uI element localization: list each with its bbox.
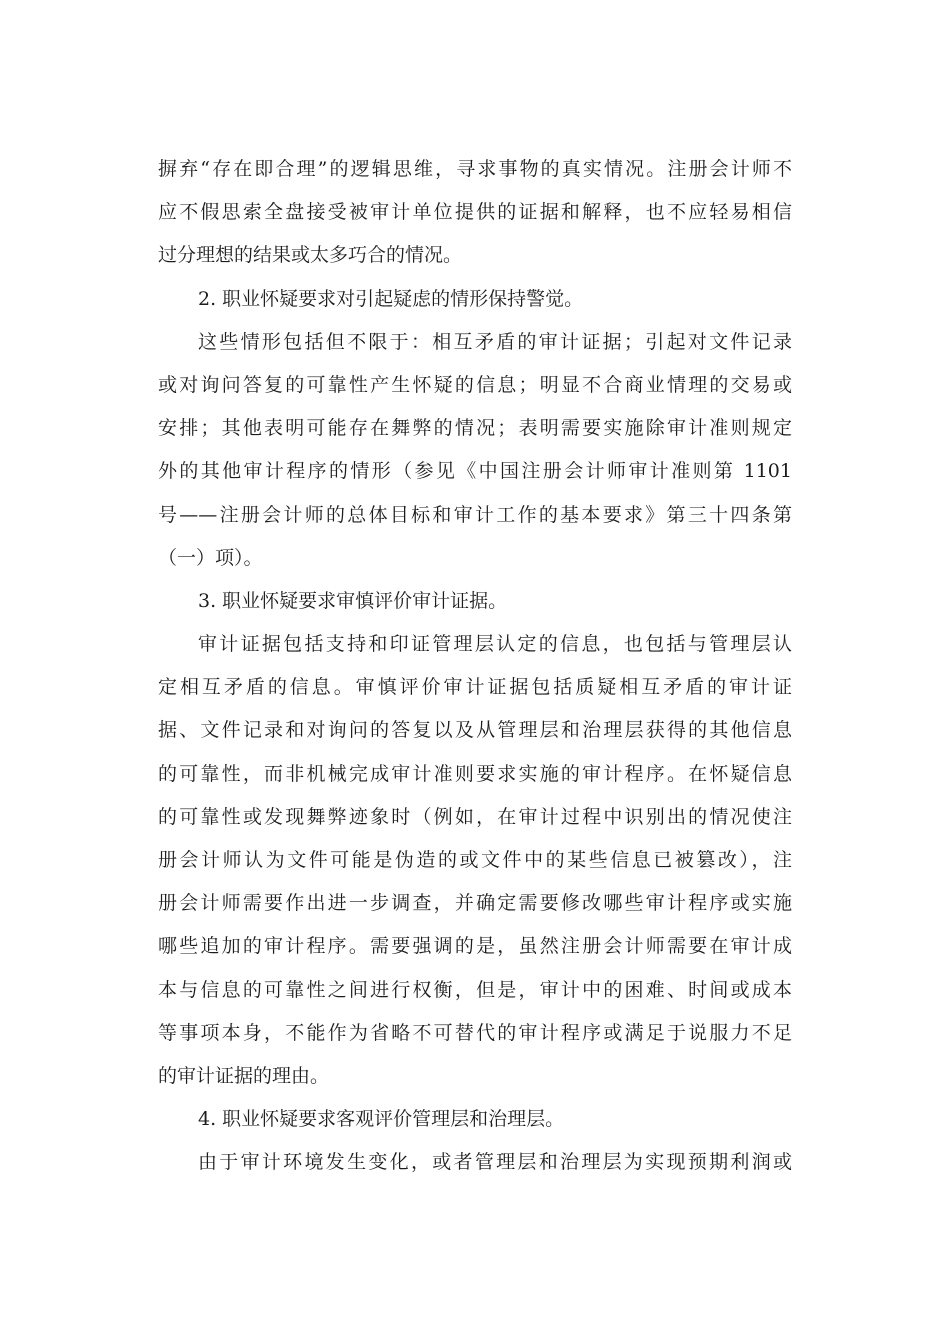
text-line: 定相互矛盾的信息。审慎评价审计证据包括质疑相互矛盾的审计证	[158, 676, 792, 699]
text-line: 2. 职业怀疑要求对引起疑虑的情形保持警觉。	[198, 287, 584, 310]
text-line: 过分理想的结果或太多巧合的情况。	[158, 244, 463, 267]
text-line: 或对询问答复的可靠性产生怀疑的信息；明显不合商业情理的交易或	[158, 373, 792, 396]
text-line: 应不假思索全盘接受被审计单位提供的证据和解释，也不应轻易相信	[158, 201, 792, 224]
text-line: （一）项）。	[158, 546, 263, 569]
text-line: 哪些追加的审计程序。需要强调的是，虽然注册会计师需要在审计成	[158, 935, 792, 958]
text-line: 的审计证据的理由。	[158, 1064, 330, 1087]
text-line: 安排；其他表明可能存在舞弊的情况；表明需要实施除审计准则规定	[158, 417, 792, 440]
text-line: 册会计师认为文件可能是伪造的或文件中的某些信息已被篡改），注	[158, 849, 792, 871]
body-text	[158, 148, 792, 1185]
text-line: 由于审计环境发生变化，或者管理层和治理层为实现预期利润或	[198, 1151, 792, 1174]
text-line: 据、文件记录和对询问的答复以及从管理层和治理层获得的其他信息	[158, 719, 792, 742]
text-line: 册会计师需要作出进一步调查，并确定需要修改哪些审计程序或实施	[158, 892, 792, 915]
text-line: 本与信息的可靠性之间进行权衡，但是，审计中的困难、时间或成本	[158, 978, 792, 1001]
text-line: 3. 职业怀疑要求审慎评价审计证据。	[198, 589, 508, 612]
text-line: 审计证据包括支持和印证管理层认定的信息，也包括与管理层认	[198, 633, 792, 656]
text-line: 4. 职业怀疑要求客观评价管理层和治理层。	[198, 1108, 565, 1131]
text-line: 的可靠性或发现舞弊迹象时（例如，在审计过程中识别出的情况使注	[158, 805, 792, 828]
text-line: 的可靠性，而非机械完成审计准则要求实施的审计程序。在怀疑信息	[158, 762, 792, 785]
text-line: 外的其他审计程序的情形（参见《中国注册会计师审计准则第 1101	[158, 460, 792, 483]
text-line: 摒弃“存在即合理”的逻辑思维，寻求事物的真实情况。注册会计师不	[158, 158, 792, 180]
text-line: 号——注册会计师的总体目标和审计工作的基本要求》第三十四条第	[158, 503, 792, 526]
text-line: 等事项本身，不能作为省略不可替代的审计程序或满足于说服力不足	[158, 1021, 792, 1044]
text-line: 这些情形包括但不限于：相互矛盾的审计证据；引起对文件记录	[198, 330, 792, 353]
